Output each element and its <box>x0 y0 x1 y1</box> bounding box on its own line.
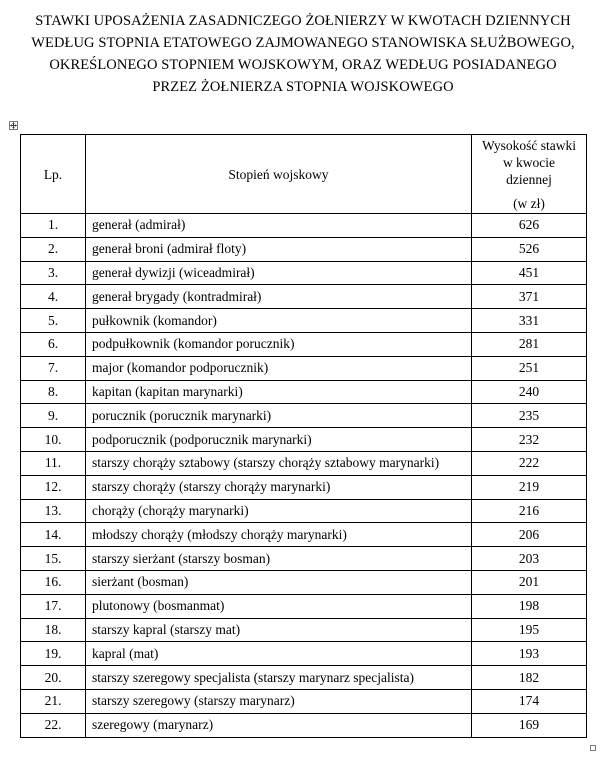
row-lp: 9. <box>21 404 86 428</box>
row-rate-value: 240 <box>472 380 587 404</box>
table-row <box>21 309 587 333</box>
row-lp: 18. <box>21 618 86 642</box>
row-rate-value: 169 <box>472 713 587 737</box>
row-lp: 13. <box>21 499 86 523</box>
row-rank: generał broni (admirał floty) <box>86 237 472 261</box>
row-lp: 16. <box>21 570 86 594</box>
row-lp: 12. <box>21 475 86 499</box>
table-row <box>21 689 587 713</box>
row-rate-value: 232 <box>472 428 587 452</box>
row-lp: 2. <box>21 237 86 261</box>
row-rank: generał brygady (kontradmirał) <box>86 285 472 309</box>
row-rank: młodszy chorąży (młodszy chorąży marynarki) <box>86 523 472 547</box>
table-row <box>21 666 587 690</box>
salary-rates-table <box>20 134 587 738</box>
row-lp: 21. <box>21 689 86 713</box>
header-rate <box>472 135 587 214</box>
table-row <box>21 713 587 737</box>
row-lp: 20. <box>21 666 86 690</box>
row-rank: chorąży (chorąży marynarki) <box>86 499 472 523</box>
row-rate-value: 193 <box>472 642 587 666</box>
header-rate-line-2: w kwocie <box>502 154 556 170</box>
row-rank: plutonowy (bosmanmat) <box>86 594 472 618</box>
table-row <box>21 642 587 666</box>
row-rank: starszy szeregowy specjalista (starszy marynarz specjalista) <box>86 666 472 690</box>
row-rate-value: 526 <box>472 237 587 261</box>
table-header-row <box>21 135 587 214</box>
row-lp: 1. <box>21 214 86 238</box>
row-lp: 10. <box>21 428 86 452</box>
row-rate-value: 451 <box>472 261 587 285</box>
row-rank: pułkownik (komandor) <box>86 309 472 333</box>
row-rate-value: 626 <box>472 214 587 238</box>
row-rate-value: 203 <box>472 547 587 571</box>
row-rate-value: 281 <box>472 332 587 356</box>
row-lp: 3. <box>21 261 86 285</box>
table-row <box>21 356 587 380</box>
row-lp: 19. <box>21 642 86 666</box>
row-lp: 22. <box>21 713 86 737</box>
document-title <box>0 10 606 98</box>
row-rank: starszy chorąży sztabowy (starszy chorąży sztabowy marynarki) <box>86 451 472 475</box>
row-rate-value: 235 <box>472 404 587 428</box>
table-move-handle-icon[interactable] <box>9 121 18 130</box>
row-lp: 15. <box>21 547 86 571</box>
table-row <box>21 451 587 475</box>
row-rank: kapitan (kapitan marynarki) <box>86 380 472 404</box>
table-row <box>21 547 587 571</box>
row-lp: 14. <box>21 523 86 547</box>
table-resize-handle-icon[interactable] <box>590 745 596 751</box>
row-rate-value: 216 <box>472 499 587 523</box>
row-lp: 8. <box>21 380 86 404</box>
row-lp: 6. <box>21 332 86 356</box>
row-rate-value: 206 <box>472 523 587 547</box>
row-rank: starszy kapral (starszy mat) <box>86 618 472 642</box>
row-rank: podporucznik (podporucznik marynarki) <box>86 428 472 452</box>
header-lp: Lp. <box>21 135 86 214</box>
row-rank: szeregowy (marynarz) <box>86 713 472 737</box>
table-row <box>21 237 587 261</box>
row-lp: 4. <box>21 285 86 309</box>
header-rank: Stopień wojskowy <box>86 135 472 214</box>
table-row <box>21 285 587 309</box>
header-rate-unit: (w zł) <box>513 195 545 211</box>
row-rate-value: 201 <box>472 570 587 594</box>
table-row <box>21 523 587 547</box>
row-rank: starszy chorąży (starszy chorąży marynarki) <box>86 475 472 499</box>
table-row <box>21 214 587 238</box>
row-lp: 11. <box>21 451 86 475</box>
table-row <box>21 332 587 356</box>
table-row <box>21 475 587 499</box>
row-rate-value: 331 <box>472 309 587 333</box>
row-lp: 5. <box>21 309 86 333</box>
row-lp: 7. <box>21 356 86 380</box>
table-row <box>21 594 587 618</box>
title-line-2: WEDŁUG STOPNIA ETATOWEGO ZAJMOWANEGO STANOWISKA SŁUŻBOWEGO, <box>31 35 575 51</box>
table-row <box>21 404 587 428</box>
row-rate-value: 174 <box>472 689 587 713</box>
row-rank: generał dywizji (wiceadmirał) <box>86 261 472 285</box>
header-rate-line-1: Wysokość stawki <box>481 137 577 153</box>
row-rate-value: 222 <box>472 451 587 475</box>
row-rank: kapral (mat) <box>86 642 472 666</box>
row-rank: major (komandor podporucznik) <box>86 356 472 380</box>
row-rate-value: 182 <box>472 666 587 690</box>
row-rank: podpułkownik (komandor porucznik) <box>86 332 472 356</box>
table-row <box>21 261 587 285</box>
table-row <box>21 618 587 642</box>
row-rate-value: 219 <box>472 475 587 499</box>
row-rate-value: 198 <box>472 594 587 618</box>
table-row <box>21 428 587 452</box>
header-rate-line-3: dziennej <box>506 171 552 187</box>
row-rate-value: 251 <box>472 356 587 380</box>
row-rank: starszy sierżant (starszy bosman) <box>86 547 472 571</box>
title-line-3: OKREŚLONEGO STOPNIEM WOJSKOWYM, ORAZ WEDŁUG POSIADANEGO <box>49 57 557 73</box>
row-rank: porucznik (porucznik marynarki) <box>86 404 472 428</box>
table-row <box>21 380 587 404</box>
row-rank: generał (admirał) <box>86 214 472 238</box>
title-line-4: PRZEZ ŻOŁNIERZA STOPNIA WOJSKOWEGO <box>152 79 454 95</box>
row-rate-value: 195 <box>472 618 587 642</box>
row-rank: starszy szeregowy (starszy marynarz) <box>86 689 472 713</box>
table-row <box>21 499 587 523</box>
row-rate-value: 371 <box>472 285 587 309</box>
four-arrow-move-icon <box>10 122 17 129</box>
title-line-1: STAWKI UPOSAŻENIA ZASADNICZEGO ŻOŁNIERZY W KWOTACH DZIENNYCH <box>35 13 571 29</box>
row-rank: sierżant (bosman) <box>86 570 472 594</box>
table-row <box>21 570 587 594</box>
row-lp: 17. <box>21 594 86 618</box>
